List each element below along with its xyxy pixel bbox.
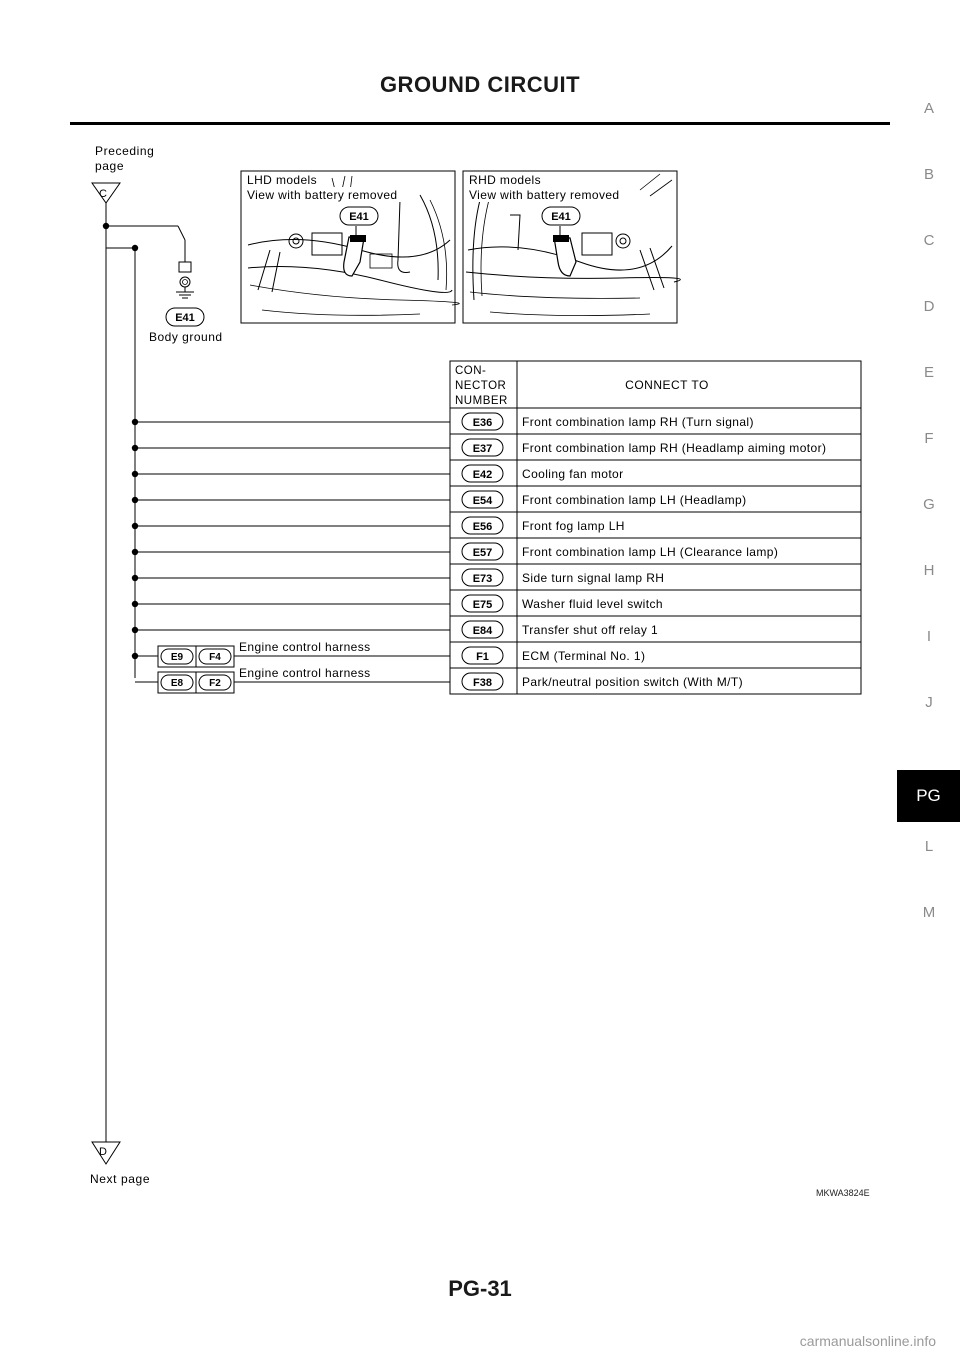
header-connector-line2: NECTOR: [455, 380, 507, 392]
section-tab-e[interactable]: E: [923, 364, 934, 381]
rhd-location-illustration: [463, 171, 680, 323]
table-row: [132, 408, 861, 434]
lhd-subtitle: View with battery removed: [247, 188, 398, 202]
section-tab-f[interactable]: F: [924, 430, 934, 447]
preceding-page-label-line1: Preceding: [95, 144, 155, 158]
table-row: [132, 486, 861, 512]
body-ground-label: Body ground: [149, 330, 223, 344]
rhd-subtitle: View with battery removed: [469, 188, 620, 202]
connect-to-description: Front combination lamp LH (Headlamp): [522, 493, 747, 507]
connector-badge: [462, 673, 503, 690]
connector-number: E37: [472, 443, 493, 455]
connect-to-description: Front fog lamp LH: [522, 519, 625, 533]
harness-connector-pair: [158, 666, 371, 693]
connect-to-description: ECM (Terminal No. 1): [522, 649, 646, 663]
section-tab-pg[interactable]: PG: [897, 770, 960, 822]
table-row: [132, 538, 861, 564]
section-tab-h[interactable]: H: [923, 562, 935, 579]
connector-number: E84: [472, 625, 493, 637]
connector-number: E56: [472, 521, 493, 533]
section-tab-c[interactable]: C: [923, 232, 935, 249]
connect-to-description: Front combination lamp LH (Clearance lamp): [522, 545, 779, 559]
connect-to-description: Washer fluid level switch: [522, 597, 663, 611]
lhd-location-illustration: [241, 171, 459, 323]
splice-dot: [132, 445, 138, 451]
table-row: [132, 512, 861, 538]
connector-badge: [462, 647, 503, 664]
lhd-connector-badge: E41: [349, 211, 369, 223]
ground-connector-badge: [166, 308, 204, 326]
splice-dot: [132, 523, 138, 529]
page-title: GROUND CIRCUIT: [379, 72, 581, 97]
connector-badge: [462, 569, 503, 586]
splice-dot: [132, 549, 138, 555]
table-row: [132, 564, 861, 590]
connector-table-header: [450, 361, 861, 408]
svg-text:D: D: [99, 1146, 107, 1158]
table-row: [132, 590, 861, 616]
rhd-connector-badge: E41: [551, 211, 571, 223]
preceding-page-marker: [92, 183, 120, 203]
connect-to-description: Front combination lamp RH (Turn signal): [522, 415, 754, 429]
section-tab-g[interactable]: G: [923, 496, 935, 513]
section-tab-d[interactable]: D: [923, 298, 935, 315]
connector-number: E75: [472, 599, 493, 611]
svg-text:E41: E41: [175, 312, 195, 324]
connector-badge: [462, 543, 503, 560]
splice-dot: [132, 653, 138, 659]
connect-to-description: Cooling fan motor: [522, 467, 624, 481]
connector-number: F38: [473, 677, 492, 689]
table-row: [132, 616, 861, 642]
preceding-page-label-line2: page: [95, 159, 125, 173]
section-tab-a[interactable]: A: [923, 100, 934, 117]
page-number: PG-31: [448, 1276, 512, 1301]
table-row: [132, 460, 861, 486]
harness-connector-b: F4: [209, 652, 221, 663]
splice-dot: [132, 419, 138, 425]
figure-reference-code: MKWA3824E: [816, 1188, 870, 1198]
connect-to-description: Park/neutral position switch (With M/T): [522, 675, 743, 689]
connector-badge: [462, 595, 503, 612]
section-tab-j[interactable]: J: [925, 694, 933, 711]
connector-badge: [462, 439, 503, 456]
next-page-marker: [92, 1142, 120, 1164]
harness-connector-a: E8: [170, 678, 184, 689]
splice-dot: [132, 497, 138, 503]
harness-connector-b: F2: [209, 678, 221, 689]
section-tab-l[interactable]: L: [924, 838, 934, 855]
connect-to-description: Transfer shut off relay 1: [522, 623, 659, 637]
table-row: [132, 640, 861, 668]
connector-number: E54: [472, 495, 493, 507]
connector-number: E73: [472, 573, 493, 585]
connector-number: E57: [472, 547, 493, 559]
splice-dot: [132, 601, 138, 607]
svg-text:C: C: [99, 188, 107, 200]
next-page-label: Next page: [90, 1172, 151, 1186]
connect-to-description: Side turn signal lamp RH: [522, 571, 665, 585]
connect-to-description: Front combination lamp RH (Headlamp aiming motor): [522, 441, 827, 455]
connector-badge: [462, 517, 503, 534]
lhd-title: LHD models: [247, 173, 318, 187]
harness-label: Engine control harness: [239, 666, 371, 680]
harness-connector-a: E9: [170, 652, 184, 663]
section-tab-m[interactable]: M: [922, 904, 936, 921]
connector-badge: [462, 491, 503, 508]
footer-watermark-url: carmanualsonline.info: [799, 1333, 936, 1349]
connector-badge: [462, 413, 503, 430]
connector-table-rows: [132, 408, 861, 694]
header-connector-line1: CON-: [455, 365, 487, 377]
table-row: [135, 666, 861, 694]
ground-symbol: [176, 262, 194, 298]
connector-number: E42: [472, 469, 493, 481]
header-connect-to: CONNECT TO: [625, 378, 709, 392]
splice-dot: [132, 627, 138, 633]
harness-label: Engine control harness: [239, 640, 371, 654]
rhd-title: RHD models: [469, 173, 542, 187]
section-tab-b[interactable]: B: [923, 166, 934, 183]
connector-number: F1: [476, 651, 489, 663]
connector-number: E36: [472, 417, 493, 429]
section-tab-i[interactable]: I: [926, 628, 932, 645]
connector-badge: [462, 621, 503, 638]
splice-dot: [132, 471, 138, 477]
table-row: [132, 434, 861, 460]
connector-badge: [462, 465, 503, 482]
header-connector-line3: NUMBER: [455, 395, 508, 407]
splice-dot: [132, 575, 138, 581]
harness-connector-pair: [158, 640, 371, 667]
